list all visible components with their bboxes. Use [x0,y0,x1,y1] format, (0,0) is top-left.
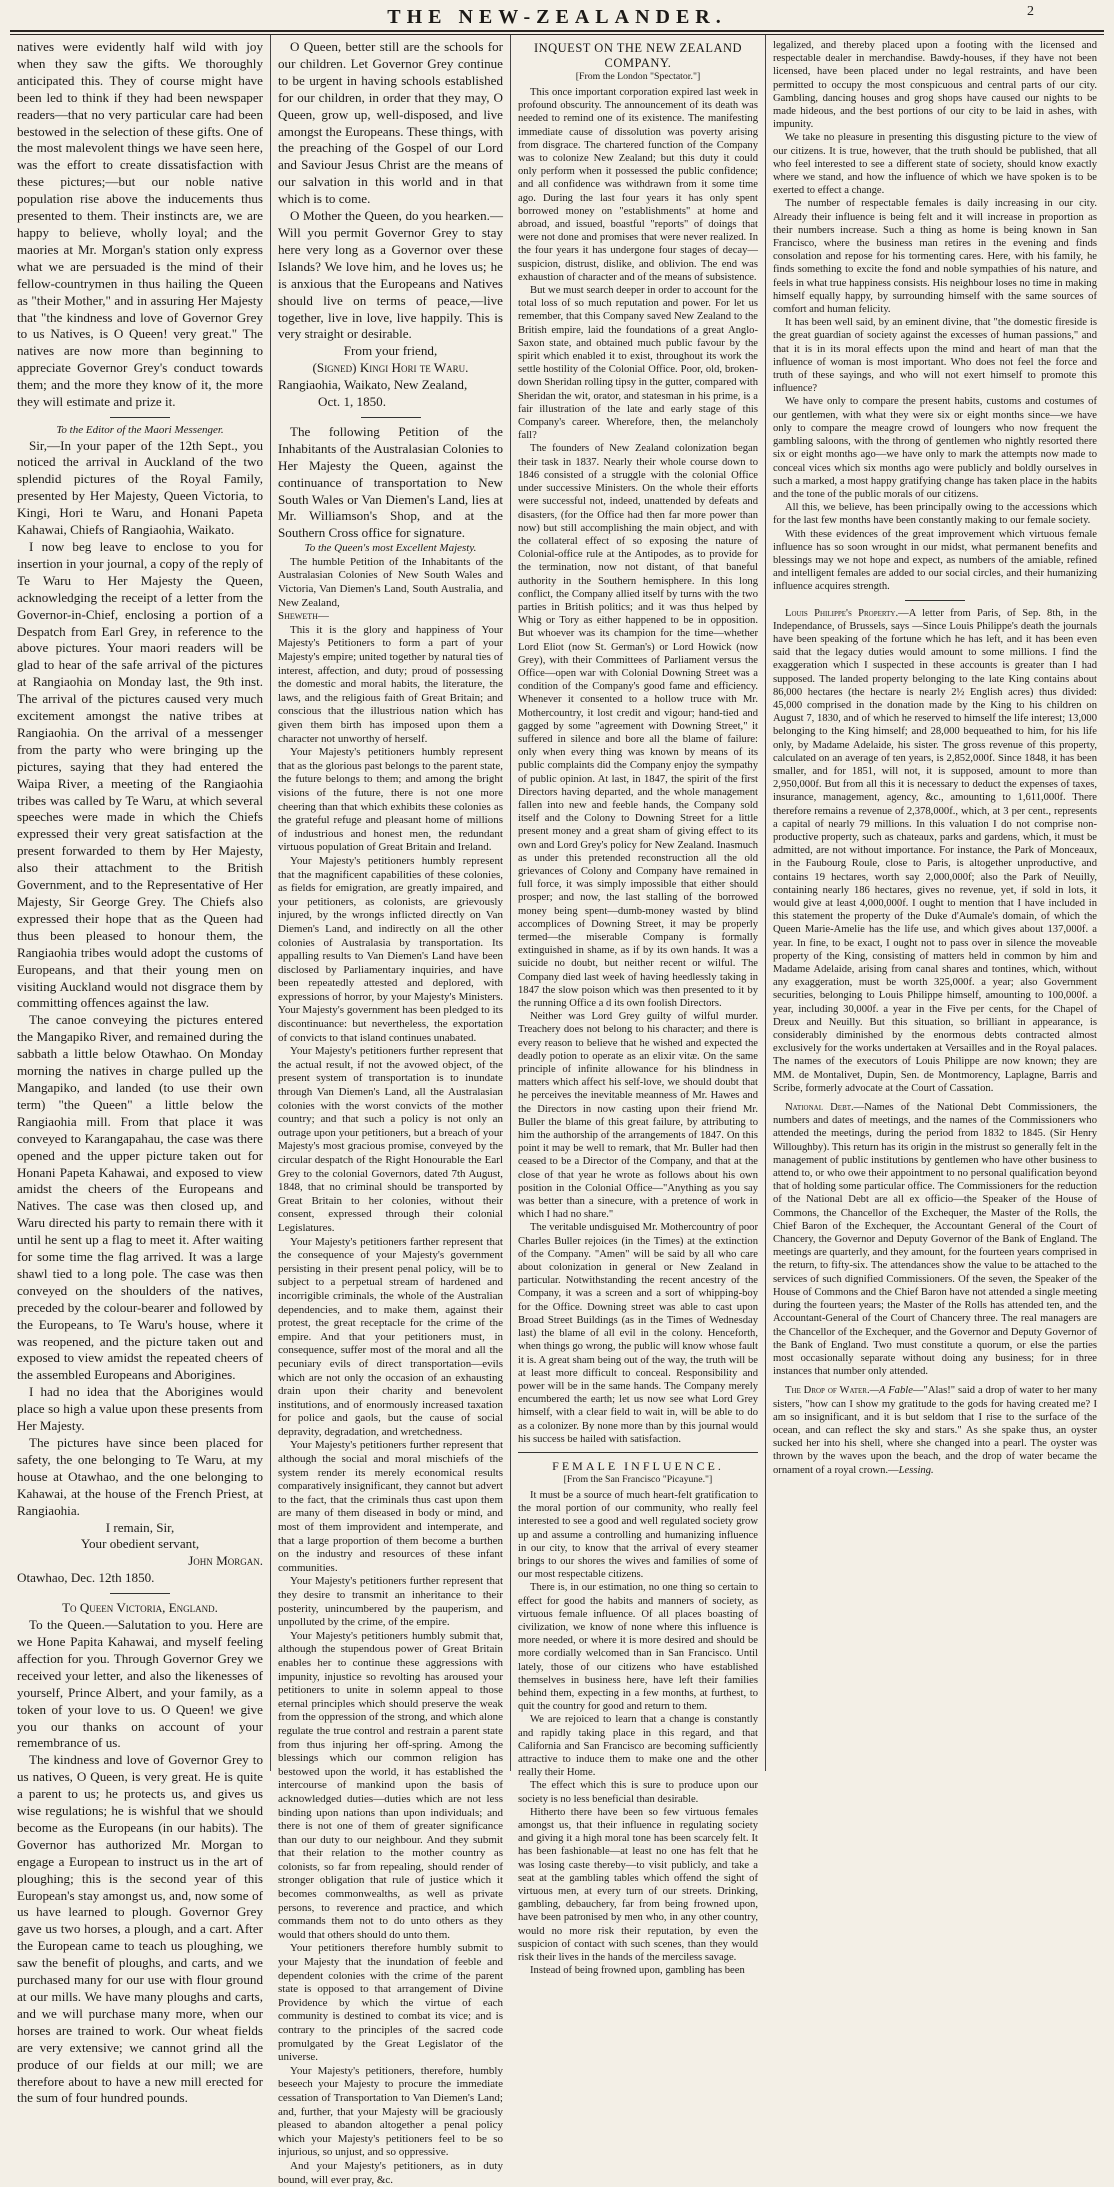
petition-paragraph: This it is the glory and happiness of Your Majesty's Petitioners to form a part of your Majesty's empire; united together by natural ties of interest, affection, and duty; proud of possessing the domestic and moral habits, the literature, the laws, and the religious faith of Great Britain; and conscious that the illustrious nation which has given them birth has imposed upon them a character not unworthy of herself. [278,623,503,745]
masthead: THE NEW-ZEALANDER. [387,6,727,28]
news-item-attribution: Lessing. [898,1464,934,1476]
letter-paragraph: The kindness and love of Governor Grey to us natives, O Queen, is very great. He is quite a parent to us; he protects us, and gives us wise regulations; he is wishful that we should become as the Europeans (in our habits). The Governor has authorized Mr. Morgan to engage a European to instruct us in the art of ploughing; this is the second year of this European's stay amongst us, and, now some of us have learned to plough. Governor Grey gave us two horses, a plough, and a cart. After the European came to teach us ploughing, we saw the benefit of ploughs, and carts, and we purchased many for our use with flour ground at our mills. We have many ploughs and carts, and we will purchase many more, when our horses are trained to work. Our wheat fields are very extensive; we cannot grind all the produce of our fields at our mill; we are therefore about to have a new mill erected for the sum of four hundred pounds. [17,1752,263,2106]
news-item-body: —Names of the National Debt Commissioners, the numbers and dates of meetings, and the names of the Commissioners who attended the meetings, during the period from 1832 to 1845. (Sir Henry Willoughby). This return has its origin in the mistrust so generally felt in the management of public institutions by gentlemen who have other business to attend to, or who owe their appointment to no personal qualification beyond that of holding some particular office. The Commissioners for the reduction of the National Debt are all ex officio—the Speaker of the House of Commons, the Chancellor of the Exchequer, the Master of the Rolls, the Chief Baron of the Exchequer, the Accountant General of the Court of Chancery, the Governor and Deputy Governor of the Bank of England. The meetings are quarterly, and they amount, for the fourteen years comprised in the return, to fifty-six. The attendances show the value to be attached to the services of such dignified Commissioners. Of the seven, the Speaker of the House of Commons and the Chief Baron have not attended a single meeting during the fourteen years; the Master of the Rolls has attended ten, and the Accountant-General of the Court of Chancery three. The real managers are the Chancellor of the Exchequer, and the Governor and Deputy Governor of the Bank of England. Two must constitute a quorum, or else the parties most occasionally separate without doing any business; for in three instances that number only attended. [773,1102,1097,1378]
letter-heading: To the Editor of the Maori Messenger. [56,423,224,436]
article-heading: INQUEST ON THE NEW ZEALAND COMPANY. [533,41,743,70]
letter-closing: From your friend, [343,343,438,359]
petition-paragraph: Your Majesty's petitioners further represent that the actual result, if not the avowed object, of the present system of transportation is to inundate through Van Diemen's Land, all the Australasian colonies with the worst convicts of the mother country; and that such a policy is not only an outrage upon your petitioners, but a breach of your Majesty's most gracious promise, conveyed by the circular despatch of the Right Honourable the Earl Grey to the colonial Governors, dated 7th August, 1848, that no criminal should be transported by Great Britain to her colonies, without their consent, expressed through their colonial Legislatures. [278,1045,503,1234]
divider [110,1593,170,1594]
letter-signature: John Morgan. [188,1553,263,1569]
letter-paragraph: I now beg leave to enclose to you for insertion in your journal, a copy of the reply of Te Waru to Her Majesty the Queen, acknowledging the receipt of a letter from the Governor-in-Chief, enclosing a portion of a Despatch from Earl Grey, in reference to the above pictures. Your maori readers will be glad to hear of the safe arrival of the pictures at Rangiaohia on Monday last, the 9th inst. The arrival of the pictures caused very much excitement amongst the native tribes at Rangiaohia. On the arrival of a messenger from the party who were bringing up the pictures, saying that they had entered the Waipa River, a meeting of the Rangiaohia tribes was called by Te Waru, at which several speeches were made in which the Chiefs expressed their very great satisfaction at the present forwarded to them by Her Majesty, also their attachment to the British Government, and to the Representative of Her Majesty, Sir George Grey. The Chiefs also expressed their hope that as the Queen had thus been pleased to honour them, the Rangiaohia tribes would adopt the customs of Europeans, and that their young men on visiting Auckland would not disgrace them by committing offences against the law. [17,538,263,1011]
article-paragraph: We take no pleasure in presenting this disgusting picture to the view of our citizens. It is true, however, that the truth should be published, that all who feel interested to see a different state of society, should know exactly where we stand, and how the influence of which we have spoken is to be exerted to effect a change. [773,132,1097,197]
news-item-body: —A letter from Paris, of Sep. 8th, in the Independance, of Brussels, says —Since Louis Philippe's death the journals have been speaking of the fortune which he has left, and it has been even said that the legacy duties would amount to some millions. I find the exaggeration which I suspected in these accounts is greater than I had supposed. The landed property belonging to the late King contains about 86,000 hectares (the hectare is nearly 2½ English acres) thus divided: 45,000 comprised in the donation made by the King to his children on August 7, 1830, and of which he reserved to himself the life interest; 13,000 belonging to the King himself; and 28,000 bequeathed to him, for his life only, by Madame Adelaide, his sister. The gross revenue of this property, calculated on an average of ten years, is 2,852,000f. Since 1848, it has been smaller, and for 1851, will not, it is supposed, amount to more than 2,950,000f. But from all this it is necessary to deduct the expenses of taxes, insurance, management, agency, &c., amounting to 1,611,000f. There therefore remains a revenue of 2,378,000f., which, at 3 per cent., represents a capital of nearly 79 millions. In this valuation I do not comprise non-productive property, such as chateaux, parks and gardens, which, it must be admitted, are not without importance. For instance, the Park of Monceaux, in the Faubourg Roule, close to Paris, is altogether unproductive, and contains 19 hectares, worth say 2,000,000f; also the Park of Neuilly, containing nearly 186 hectares, gives no revenue, yet, if sold in lots, it would give at least 4,000,000f. I ought to mention that I have included in this statement the property of the Duke d'Aumale's domain, of which the Queen Marie-Amelie has the life use, and which gives about 137,000f. a year. In fine, to be exact, I ought not to pass over in silence the moveable property of the King, consisting of matters held in common by him and Madame Adelaide, arising from canal shares and tontines, which, without any exaggeration, must be worth 325,000f. a year; also Government securities, belonging to Louis Philippe himself, amounting to 100,000f. a year, including 30,000f. a year in the Five per cents, for the Chapel of Dreux and Neuilly. But this situation, so brilliant in appearance, is considerably diminished by the enormous debts contracted almost exclusively for the works undertaken at Versailles and in the Royal palaces. The names of the executors of Louis Philippe are now known; they are MM. de Montalivet, Dupin, Sen. de Montmorency, Laplagne, Barris and Scribe, formerly advocate at the Court of Cassation. [773,607,1097,1094]
petition-paragraph: Your Majesty's petitioners further represent that although the social and moral mischiefs of the system render its merely economical results comparatively insignificant, they cannot but advert to the fact, that the criminals thus cast upon them are many of them diseased in body or mind, and most of them improvident and intemperate, and that a large proportion of them become a burthen on the industry and resources of these infant communities. [278,1439,503,1574]
petition-paragraph: Your Majesty's petitioners humbly represent that as the glorious past belongs to the parent state, the future belongs to them; and among the bright visions of the future, there is not one more cheering than that which exhibits these colonies as the grateful refuge and pleasant home of millions of industrious and honest men, the redundant virtuous population of Great Britain and Ireland. [278,746,503,854]
letter-dateline: Otawhao, Dec. 12th 1850. [17,1570,155,1586]
article-paragraph: All this, we believe, has been principally owing to the accessions which for the last few months have been constantly making to our female society. [773,502,1097,527]
petition-paragraph: Your Majesty's petitioners, therefore, humbly beseech your Majesty to procure the immediate cessation of Transportation to Van Diemen's Land; and, further, that your Majesty will be graciously pleased to abandon altogether a penal policy which your Majesty's petitioners feel to be so injurious, so unjust, and so oppressive. [278,2064,503,2159]
petition-sheweth: Sheweth— [278,610,329,623]
column-4 [765,35,1104,1771]
news-item-louis-philippe [773,607,1097,1096]
article-intro: natives were evidently half wild with joy when they saw the gifts. We thoroughly anticipated this. They of course might have been led to think if they had been newspaper readers—that no very particular care had been bestowed in the selection of these gifts. One of the most malevolent things we have seen here, was the effort to create dissatisfaction with these pictures;—but our noble native population rise above the inducements thus presented to them. Their instincts are, we are happy to believe, wholly loyal; and the maories at Mr. Morgan's station only express what we are persuaded is the mind of their fellow-countrymen in thus hailing the Queen as "their Mother," and in assuring Her Majesty that "the kindness and love of Governor Grey to us Natives, is O Queen! very great." The natives are now more than beginning to appreciate Governor Grey's conduct towards them; and the more they know of it, the more they will estimate and prize it. [17,39,263,410]
divider [110,417,170,418]
news-item-title: Louis Philippe's Property. [785,607,899,619]
article-paragraph: It must be a source of much heart-felt gratification to the moral portion of our community, who really feel interested to see a good and well regulated society grow up and assume a controlling and humanizing influence in our city, to know that the arrival of every steamer brings to our shores the wives and families of some of our most respectable citizens. [518,1489,758,1581]
letter-date: Oct. 1, 1850. [318,394,387,410]
letter-signature: (Signed) Kingi Hori te Waru. [312,360,469,376]
petition-intro: The following Petition of the Inhabitants of the Australasian Colonies to Her Majesty the Queen, against the continuance of transportation to New South Wales or Van Diemen's Land, lies at Mr. Williamson's Shop, and at the Southern Cross office for signature. [278,423,503,541]
article-paragraph: But we must search deeper in order to account for the total loss of so much reputation and power. For let us remember, that this Company saved New Zealand to the British empire, laid the foundations of a great Anglo-Saxon state, and obtained much public favour by the spirit which enabled it to exist, throughout its work the settle hostility of the Colonial Office. Poor, old, broken-down Sheridan rolling tipsy in the gutter, compared with Sheridan the wit, orator, and statesman in his prime, is a fair illustration of the late and early stage of this Company's career. Wherefore, then, the melancholy fall? [518,285,758,442]
article-heading: FEMALE INFLUENCE. [552,1458,724,1473]
article-paragraph: The effect which this is sure to produce upon our society is no less beneficial than desirable. [518,1780,758,1805]
petition-paragraph: Your petitioners therefore humbly submit to your Majesty that the inundation of feeble and dependent colonies with the crime of the parent state is opposed to that arrangement of Divine Providence by which the virtue of each community is destined to combat its vice; and is contrary to the principles of the sacred code promulgated by the Great Legislator of the universe. [278,1942,503,2064]
petition-paragraph: Your Majesty's petitioners farther represent that the consequence of your Majesty's government persisting in their present penal policy, will be to subject to a perpetual stream of hardened and incorrigible criminals, the whole of the Australian dependencies, and to make them, against their protest, the great receptacle for the crime of the empire. And that your petitioners must, in consequence, suffer most of the moral and all the pecuniary evils of direct transportation—evils which are not only the occasion of an exhausting drain upon their charity and benevolent institutions, and of enormously increased taxation for police and gaols, but the cause of social depravity, degradation, and wretchedness. [278,1235,503,1438]
news-item-title: National Debt. [785,1102,854,1114]
divider [905,600,965,601]
divider [361,417,421,418]
article-paragraph: The number of respectable females is daily increasing in our city. Already their influence is being felt and it will increase in proportion as their numbers increase. Such a thing as home is being known in San Francisco, where the business man retires in the evening and finds consolation and repose for his tormenting cares. Here, with his family, he finds something to excite the fond and noble sympathies of his nature, and feels in what true happiness consists. His neighbour loses no time in making himself equally happy, by surrounding himself with the same sources of comfort and human felicity. [773,198,1097,316]
article-paragraph: Instead of being frowned upon, gambling has been [530,1965,745,1977]
article-paragraph: Neither was Lord Grey guilty of wilful murder. Treachery does not belong to his character; and there is every reason to believe that he wished and expected the deadly potion to operate as an elixir vitæ. On the same principle of infinite allowance for his blindness in matters which affect his self-love, we should doubt that he perceives the inevitable meanness of Mr. Hawes and the Directors in now casting upon their friend Mr. Buller the blame of this great failure, by attributing to him the authorship of the arrangements of 1847. On this point it may be well to remark, that Mr. Buller had then ceased to be a Director of the Company, and that at the close of that year he wrote as follows about his own position in the Colonial Office—"Anything as you say was better than a sinecure, with a pretence of work in which I had no share." [518,1011,758,1221]
article-paragraph: legalized, and thereby placed upon a footing with the licensed and respectable dealer in merchandise. Bawdy-houses, if they have not been licensed, have been placed under no legal restraints, and have been permitted to occupy the most conspicuous and central parts of our city. Gambling, dancing houses and grog shops have caused our nights to be made hideous, and the best portions of our city to be laid in ashes, with impunity. [773,40,1097,131]
letter-paragraph: I had no idea that the Aborigines would place so high a value upon these presents from Her Majesty. [17,1384,263,1434]
article-paragraph: It has been well said, by an eminent divine, that "the domestic fireside is the great guardian of society against the excesses of human passions," and that it is in its moral effects upon the mind and heart of man that the influence of woman is most important. Who does not feel the force and truth of these sayings, and who will not exert himself to promote this influence? [773,317,1097,395]
letter-paragraph: O Mother the Queen, do you hearken.—Will you permit Governor Grey to stay here very long as a Governor over these Islands? We love him, and he loves us; he is anxious that the Europeans and Natives should live on terms of peace,—live together, live in love, live happily. This is very straight or desirable. [278,208,503,342]
letter-paragraph: To the Queen.—Salutation to you. Here are we Hone Papita Kahawai, and myself feeling affection for you. Through Governor Grey we received your letter, and also the likenesses of yourself, Prince Albert, and your family, as a token of your love to us. O Queen! we give you our thanks on account of your remembrance of us. [17,1617,263,1751]
petition-paragraph: Your Majesty's petitioners further represent that they desire to transmit an inheritance to their posterity, unincumbered by the pauperism, and unpolluted by the crime, of the empire. [278,1575,503,1629]
petition-address: The humble Petition of the Inhabitants of the Australasian Colonies of New South Wales and Victoria, Van Diemen's Land, South Australia, and New Zealand, [278,555,503,609]
article-paragraph: Hitherto there have been so few virtuous females amongst us, that their influence in regulating society and giving it a high moral tone has been scarcely felt. It has been fashionable—at least no one has felt that he was losing caste thereby—to visit publicly, and take a seat at the gambling tables which offend the sight of virtuous men, at every turn of our streets. Drinking, gambling, debauchery, far from being frowned upon, have been patronised by men who, in any other country, would no more risk their reputation, by even the suspicion of contact with such scenes, than they would risk their lives in the hands of the merciless savage. [518,1806,758,1964]
letter-place: Rangiaohia, Waikato, New Zealand, [278,377,468,393]
article-paragraph: The veritable undisguised Mr. Mothercountry of poor Charles Buller rejoices (in the Times) at the extinction of the Company. "Amen" will be said by all who care about colonization in general or New Zealand in particular. Notwithstanding the recent ancestry of the Company, it was a screen and a sort of whipping-boy for the Office. Downing street was able to cast upon Broad Street Buildings (as in the Times of Wednesday last) the blame of all evil in the colony. Henceforth, when things go wrong, the public will know whose fault it is. A great sham being out of the way, the truth will be at least more difficult to conceal. Responsibility and power will be in the same hands. The Company merely encumbered the earth; let us now see what Lord Grey himself, with a clear field to wait in, will be able to do as a colonizer. By none more than by this journal would his success be hailed with satisfaction. [518,1222,758,1445]
letter-closing: I remain, Sir, [105,1519,175,1535]
letter-paragraph: The pictures have since been placed for safety, the one belonging to Te Waru, at my house at Otawhao, and the one belonging to Kahawai, at the house of the French Priest, at Rangiaohia. [17,1435,263,1518]
column-2 [270,35,510,2186]
letter-paragraph: Sir,—In your paper of the 12th Sept., you noticed the arrival in Auckland of the two splendid pictures of the Royal Family, presented by Her Majesty, Queen Victoria, to Kingi, Hori te Waru, and Honani Papeta Kahawai, Chiefs of Rangiaohia, Waikato. [17,437,263,538]
article-paragraph: We are rejoiced to learn that a change is constantly and rapidly taking place in this regard, and that California and San Francisco are becoming sufficiently attractive to induce them to make one and the other really their Home. [518,1714,758,1779]
letter-paragraph: The canoe conveying the pictures entered the Mangapiko River, and remained during the sabbath a little below Otawhao. On Monday morning the natives in charge pulled up the Mangapiko, and landed (to use their own term) "the Queen" a little below the Rangiaohia mill. From that place it was conveyed to Karangapahau, the case was there opened and the upper picture taken out for Honani Papeta Kahawai, and exposed to view amidst the cheers of the Europeans and Natives. The case was then closed up, and Waru directed his party to remain there with it until he sent up a flag to meet it. After waiting for some time the flag arrived. It was a large shawl tied to a long pole. The case was then conveyed on the shoulders of the natives, preceded by the colour-bearer and followed by the Europeans, to Te Waru's house, where it was reopened, and the picture taken out and exposed to view amidst the repeated cheers of the assembled Europeans and Aborigines. [17,1012,263,1383]
article-paragraph: With these evidences of the great improvement which virtuous female influence has so soon wrought in our midst, what permanent benefits and blessings may we not hope and expect, as numbers of the amiable, refined and intelligent females are added to our social circles, and their humanizing influence acquires strength. [773,528,1097,593]
article-paragraph: We have only to compare the present habits, customs and costumes of our gentlemen, with what they were six or eight months since—we have only to compare the meagre crowd of loungers who now frequent the gambling saloons, with the throng of gentlemen who nightly resorted there six or eight months ago—we have only to mark the attempts now made to conceal vices which six months ago were publicly and boldly ourselves in such a marked, a most happy gratifying change has taken place in the habits and the tone of the public morals of our citizens. [773,396,1097,500]
article-paragraph: The founders of New Zealand colonization began their task in 1837. Nearly their whole course down to 1846 consisted of a struggle with the colonial Office under successive Ministers. On the whole their efforts were successful not, indeed, unattended by defeats and disasters, (for the Office had then far more power than now) but still accomplishing the main object, and with the collateral effect of so exposing the nature of Colonial-office rule at the Antipodes, as to provide for the termination, now not distant, of that baneful authority in the Southern hemisphere. In this long conflict, the Company allied itself by turns with the two parties in British politics; and it was thus helped by Whig or Tory as either happened to be in opposition. But whoever was its champion for the time—whether Lord Eliot (now St. German's) or Lord Howick (now Grey), with their Committees of Parliament versus the Office—open war with Colonial Downing Street was a condition of the Company's good fame and efficiency. Whenever it consented to a hollow truce with Mr. Mothercountry, it lost credit and vigour; hand-tied and gagged by some "agreement with Downing Street," it suffered in silence and bore all the blame of failure: only when every thing was known by means of its public complaints did the Company enjoy the sympathy of public opinion. At last, in 1847, the spirit of the first Directors having departed, and the whole management fallen into new and feeble hands, the Company sold itself and the Colony to Downing Street for a little present money and a great sham of giving effect to its own and Lord Grey's policy for New Zealand. Inasmuch as under this pretended reconstruction all the old grievances of Colony and Company have remained in full force, it was simply impossible that either should prosper; and now, the last stalling of the borrowed money being spent—dumb-money wasted by blind accomplices of Downing Street, it may be properly termed—the miserable Company is formally extinguished in shame, as if by its own hands. It was a suicide no doubt, but neither recent or wilful. The Company died last week of having heedlessly taking in 1847 the slow poison which was then presented to it by the running Office a d its own foolish Directors. [518,443,758,1010]
article-paragraph: This once important corporation expired last week in profound obscurity. The announcement of its death was needed to remind one of its existence. The manifesting immediate cause of dissolution was poverty arising from disgrace. The chartered function of the Company was to colonize New Zealand; but this duty it could only perform when it possessed the public confidence; and all confidence was withdrawn from it some time ago. During the last four years it has only spent borrowed money on "establishments" at home and abroad, and issued, boastful "reports" of doings that were not done and promises that were never realized. In the four years it has undergone four stages of decay—suspicion, distrust, dislike, and oblivion. The end was exhaustion of character and of the means of subsistence. [518,87,758,283]
masthead-rule [10,30,1104,32]
petition-heading: To the Queen's most Excellent Majesty. [304,542,477,555]
news-item-subtitle: —A Fable [869,1385,913,1397]
petition-paragraph: Your Majesty's petitioners humbly represent that the magnificent capabilities of these colonies, as fields for emigration, are greatly impaired, and your petitioners, as colonists, are grievously injured, by the wrongs inflicted directly on Van Diemen's Land, and indirectly on all the other colonies of Australasia by transportation. Its appalling results to Van Diemen's Land have been disclosed by Parliamentary inquiries, and have been repeatedly attested and deplored, with expressions of horror, by your Majesty's Ministers. Your Majesty's government has been pledged to its discontinuance: but nevertheless, the exportation of convicts to that island continues unabated. [278,854,503,1044]
article-source: [From the London "Spectator."] [575,71,701,82]
column-1 [10,35,270,2106]
columns [10,35,1104,2186]
news-item-title: The Drop of Water. [785,1385,870,1397]
petition-paragraph: And your Majesty's petitioners, as in duty bound, will ever pray, &c. [278,2159,503,2186]
letter-paragraph: O Queen, better still are the schools for our children. Let Governor Grey continue to be urgent in having schools established for our children, in order that they may, O Queen, grow up, well-disposed, and live amongst the Europeans. These things, with the preaching of the Gospel of our Lord and Saviour Jesus Christ are the means of our salvation in this world and in that which is to come. [278,39,503,207]
section-heading: To Queen Victoria, England. [62,1600,218,1616]
article-source: [From the San Francisco "Picayune."] [563,1473,713,1485]
divider [518,1452,758,1453]
news-item-body: —"Alas!" said a drop of water to her many sisters, "how can I show my gratitude to the gods for having created me? I am so insignificant, and it is but seldom that I rise to the surface of the ocean, and can reflect the sky and stars." As she spake thus, an oyster sucked her into his shell, where she changed into a pearl. The oyster was thrown by the waves upon the beach, and the drop of water became the ornament of a royal crown.— [773,1385,1098,1476]
news-item-drop-of-water [773,1384,1097,1476]
column-3 [510,35,765,1977]
letter-closing: Your obedient servant, [80,1536,200,1552]
article-paragraph: There is, in our estimation, no one thing so certain to effect for good the habits and manners of society, as virtuous female influence. Of all places boasting of civilization, we know of none where this influence is more needed, or where it is more desired and should be more cordially welcomed than in San Francisco. Until lately, those of our citizens who have established themselves in business here, have left their families behind them, expecting in a few months, at furthest, to quit the country for good and return to them. [518,1582,758,1713]
news-item-national-debt [773,1101,1097,1378]
petition-paragraph: Your Majesty's petitioners humbly submit that, although the stupendous power of Great Britain enables her to continue these aggressions with impunity, injustice so revolting has aroused your petitioners to unite in solemn appeal to those eternal principles which should preserve the weak from the oppression of the strong, and which alone regulate the true control and restrain a parent state from thus injuring her off-spring. Among the blessings which our common religion has bestowed upon the world, it has established the intercourse of mankind upon the basis of acknowledged duties—duties which are not less binding upon nations than upon individuals; and there is not one of them of greater significance than our duty to our neighbour. And they submit that their relation to the mother country as colonists, so far from repealing, should render of stronger obligation that rule of justice which it becomes commonwealths, as well as private persons, to reverence and practice, and which commands them not to do unto others as they would that others should do unto them. [278,1629,503,1941]
page-number: 2 [1027,4,1034,19]
